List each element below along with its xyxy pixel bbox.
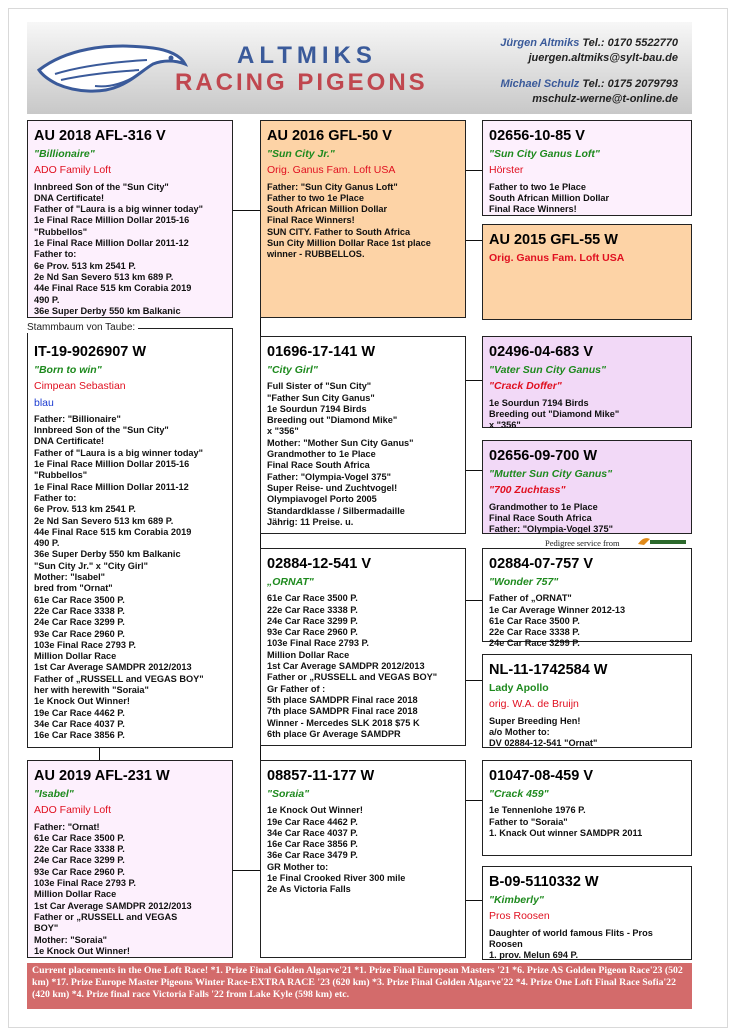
desc-line: Mother: "Mother Sun City Ganus" <box>267 437 414 448</box>
connector-line <box>466 680 482 681</box>
pigeon-name: "Crack 459" <box>489 788 549 800</box>
sire-dam-sire-card[interactable] <box>482 336 692 431</box>
desc-line: GR Mother to: <box>267 861 329 872</box>
owner-name: Orig. Ganus Fam. Loft USA <box>489 252 625 264</box>
desc-line: 34e Car Race 4037 P. <box>267 827 358 838</box>
desc-line: Father of "Laura is a big winner today" <box>34 447 204 458</box>
desc-line: 1e Knock Out Winner! <box>267 805 363 816</box>
ring-number: AU 2016 GFL-50 V <box>267 128 392 144</box>
pigeon-color: blau <box>34 396 54 409</box>
desc-line: Final Race Winners! <box>267 215 355 226</box>
desc-line: Super Breeding Hen! <box>489 715 581 726</box>
connector-line <box>466 240 482 241</box>
desc-line: Million Dollar Race <box>34 889 117 900</box>
desc-line: BOY" <box>34 923 59 934</box>
desc-line: 61e Car Race 3500 P. <box>34 832 125 843</box>
desc-line: 1st Car Average SAMDPR 2012/2013 <box>267 661 425 672</box>
desc-line: 1e Sourdun 7194 Birds <box>489 397 589 408</box>
desc-line: Father: "Olympia-Vogel 375" <box>267 471 391 482</box>
desc-line: 6e Prov. 513 km 2541 P. <box>34 504 136 515</box>
desc-line: Father: "Sun City Ganus Loft" <box>267 181 398 192</box>
desc-line: Father of "Laura is a big winner today" <box>34 204 204 215</box>
desc-line: 24e Car Race 3299 P. <box>34 855 125 866</box>
desc-line: bred from "Ornat" <box>34 583 113 594</box>
description <box>267 381 459 528</box>
pigeon-name: "Born to win" <box>34 364 102 376</box>
ring-number: AU 2015 GFL-55 W <box>489 232 618 248</box>
desc-line: Father of „ORNAT" <box>489 593 572 604</box>
desc-line: 1st Car Average SAMDPR 2012/2013 <box>34 900 192 911</box>
desc-line: Roosen <box>489 938 523 949</box>
desc-line: 24e Car Race 3299 P. <box>34 617 125 628</box>
desc-line: 1e Final Race Million Dollar 2015-16 <box>34 215 190 226</box>
desc-line: 1. Knack Out winner SAMDPR 2011 <box>489 827 643 838</box>
desc-line: 22e Car Race 3338 P. <box>34 605 125 616</box>
desc-line: 1e Final Crooked River 300 mile <box>267 873 406 884</box>
desc-line: DNA Certificate! <box>34 436 105 447</box>
contact-email[interactable]: juergen.altmiks@sylt-bau.de <box>528 52 678 64</box>
desc-line: 1e Final Race Million Dollar 2011-12 <box>34 238 189 249</box>
connector-line <box>466 170 482 171</box>
pigeon-name: Lady Apollo <box>489 682 549 694</box>
dam-dam-dam-card[interactable] <box>482 866 692 960</box>
pigeon-nickname: "Crack Doffer" <box>489 380 562 393</box>
pigeon-name: "Soraia" <box>267 788 310 800</box>
description <box>489 928 685 962</box>
desc-line: Father: "Billionaire" <box>34 413 121 424</box>
desc-line: 1e Knock Out Winner! <box>34 945 130 956</box>
sire-card[interactable] <box>27 120 233 318</box>
desc-line: 93e Car Race 2960 P. <box>34 628 125 639</box>
desc-line: Innbreed Son of the "Sun City" <box>34 181 169 192</box>
desc-line: DV 02884-12-541 "Ornat" <box>489 738 598 749</box>
desc-line: a/o Mother to: <box>489 726 550 737</box>
desc-line: 1e Knock Out Winner! <box>34 696 130 707</box>
desc-line: 61e Car Race 3500 P. <box>489 615 580 626</box>
brand-subtitle: RACING PIGEONS <box>175 69 428 96</box>
owner-name: Cimpean Sebastian <box>34 380 126 393</box>
desc-line: Father: "Ornat! <box>34 821 100 832</box>
desc-line: 1. prov. Melun 694 P. <box>489 950 579 961</box>
contact-tel: Tel.: 0170 5522770 <box>582 37 678 49</box>
desc-line: 490 P. <box>34 294 60 305</box>
pedigree-service-logo-icon <box>636 535 688 547</box>
ring-number: IT-19-9026907 W <box>34 344 147 360</box>
ring-number: 01696-17-141 W <box>267 344 376 360</box>
desc-line: 490 P. <box>34 538 60 549</box>
ring-number: 08857-11-177 W <box>267 768 375 784</box>
sire-dam-card[interactable] <box>260 336 466 534</box>
desc-line: Father to: <box>34 492 77 503</box>
desc-line: 19e Car Race 4462 P. <box>34 707 125 718</box>
description <box>267 805 459 895</box>
description <box>489 182 685 216</box>
desc-line: 22e Car Race 3338 P. <box>267 604 358 615</box>
dam-sire-sire-card[interactable] <box>482 548 692 649</box>
description <box>267 593 459 740</box>
dam-dam-card[interactable] <box>260 760 466 958</box>
desc-line: Father to two 1e Place <box>489 181 587 192</box>
description <box>34 414 226 742</box>
owner-name: Hörster <box>489 164 524 177</box>
desc-line: "Rubbellos" <box>34 226 88 237</box>
desc-line: Jährig: 11 Preise. u. <box>267 516 354 527</box>
desc-line: DNA Certificate! <box>34 192 105 203</box>
desc-line: 44e Final Race 515 km Corabia 2019 <box>34 526 192 537</box>
owner-name: ADO Family Loft <box>34 164 112 177</box>
desc-line: 2e Nd San Severo 513 km 689 P. <box>34 515 174 526</box>
sire-dam-dam-card[interactable] <box>482 440 692 534</box>
contact-2 <box>500 77 678 107</box>
desc-line: 1e Sourdun 7194 Birds <box>267 403 367 414</box>
desc-line: 6e Prov. 513 km 2541 P. <box>34 260 136 271</box>
desc-line: her with herewith "Soraia" <box>34 685 149 696</box>
desc-line: South African Million Dollar <box>489 192 610 203</box>
desc-line: Grandmother to 1e Place <box>267 449 376 460</box>
desc-line: 24e Car Race 3299 P. <box>267 615 358 626</box>
desc-line: Winner - Mercedes SLK 2018 $75 K <box>267 717 420 728</box>
pedigree-service-credit: Pedigree service from <box>545 538 620 548</box>
desc-line: 61e Car Race 3500 P. <box>34 594 125 605</box>
dam-card[interactable] <box>27 760 233 958</box>
desc-line: 103e Final Race 2793 P. <box>267 638 369 649</box>
sire-sire-card[interactable] <box>260 120 466 318</box>
pedigree-legend: Stammbaum von Taube: <box>24 322 138 333</box>
desc-line: Mother: "Soraia" <box>34 934 108 945</box>
sire-sire-sire-card[interactable] <box>482 120 692 216</box>
description <box>489 716 685 750</box>
desc-line: 1e Final Race Million Dollar 2011-12 <box>34 481 189 492</box>
desc-line: 16e Car Race 3856 P. <box>267 839 358 850</box>
desc-line: Sun City Million Dollar Race 1st place <box>267 238 431 249</box>
desc-line: 2e As Victoria Falls <box>267 884 351 895</box>
desc-line: 7th place SAMDPR Final race 2018 <box>267 706 418 717</box>
desc-line: 103e Final Race 2793 P. <box>34 639 136 650</box>
desc-line: 1e Final Race Million Dollar 2015-16 <box>34 459 190 470</box>
desc-line: 93e Car Race 2960 P. <box>34 866 125 877</box>
desc-line: winner - RUBBELLOS. <box>267 249 365 260</box>
desc-line: x "356" <box>267 426 299 437</box>
desc-line: 44e Final Race 515 km Corabia 2019 <box>34 283 192 294</box>
header-banner <box>27 22 692 114</box>
subject-card[interactable] <box>27 328 233 748</box>
brand-title: ALTMIKS <box>237 42 377 69</box>
desc-line: Million Dollar Race <box>34 651 117 662</box>
contact-email[interactable]: mschulz-werne@t-online.de <box>532 93 678 105</box>
pigeon-name: "Wonder 757" <box>489 576 559 588</box>
desc-line: Final Race South Africa <box>489 512 592 523</box>
pigeon-logo-icon <box>35 30 195 108</box>
pigeon-name: "Billionaire" <box>34 148 95 160</box>
ring-number: AU 2019 AFL-231 W <box>34 768 170 784</box>
desc-line: 36e Super Derby 550 km Balkanic <box>34 305 181 316</box>
pigeon-name: "Mutter Sun City Ganus" <box>489 468 613 480</box>
desc-line: Father or „RUSSELL and VEGAS <box>34 911 178 922</box>
desc-line: Father to "Soraia" <box>489 816 568 827</box>
pigeon-nickname: "700 Zuchtass" <box>489 484 566 497</box>
dam-dam-sire-card[interactable] <box>482 760 692 856</box>
ring-number: NL-11-1742584 W <box>489 662 608 678</box>
desc-line: 36e Super Derby 550 km Balkanic <box>34 549 181 560</box>
ring-number: 02884-07-757 V <box>489 556 593 572</box>
desc-line: Final Race South Africa <box>267 460 370 471</box>
desc-line: Father of „RUSSELL and VEGAS BOY" <box>34 673 204 684</box>
owner-name: ADO Family Loft <box>34 804 112 817</box>
owner-name: orig. W.A. de Bruijn <box>489 698 579 711</box>
desc-line: "Rubbellos" <box>34 470 88 481</box>
ring-number: B-09-5110332 W <box>489 874 599 890</box>
description <box>34 182 226 318</box>
desc-line: Grandmother to 1e Place <box>489 501 598 512</box>
pigeon-name: "Kimberly" <box>489 894 544 906</box>
contact-name: Michael Schulz <box>500 78 580 90</box>
connector-line <box>232 870 260 871</box>
desc-line: "Father Sun City Ganus" <box>267 392 375 403</box>
owner-name: Orig. Ganus Fam. Loft USA <box>267 164 396 177</box>
desc-line: Breeding out "Diamond Mike" <box>489 408 620 419</box>
description <box>489 593 685 649</box>
connector-line <box>466 900 482 901</box>
desc-line: 36e Car Race 3479 P. <box>267 850 358 861</box>
description <box>489 502 685 536</box>
connector-line <box>466 800 482 801</box>
connector-line <box>232 210 260 211</box>
pigeon-name: „ORNAT" <box>267 576 314 588</box>
desc-line: 24e Car Race 3299 P. <box>489 638 580 649</box>
results-footer: Current placements in the One Loft Race! *1. Prize Final Golden Algarve'21 *1. Prize Final European Masters '21 *6. Prize AS Golden Pigeon Race'23 (502 km) *17. Prize Europe Master Pigeons Winter Race-EXTRA RACE '23 (620 km) *3. Prize Final Golden Algarve'22 *4. Prize One Loft Final Race Sofia'22 (420 km) *4. Prize final race Victoria Falls '22 from Lake Kyle (598 km) etc. <box>27 963 692 1009</box>
desc-line: 19e Car Race 4462 P. <box>267 816 358 827</box>
ring-number: 02884-12-541 V <box>267 556 371 572</box>
connector-line <box>466 600 482 601</box>
pigeon-name: "Isabel" <box>34 788 74 800</box>
desc-line: 1e Tennenlohe 1976 P. <box>489 805 586 816</box>
description <box>267 182 459 261</box>
desc-line: Olympiavogel Porto 2005 <box>267 494 377 505</box>
desc-line: 22e Car Race 3338 P. <box>34 844 125 855</box>
connector-line <box>466 380 482 381</box>
ring-number: 01047-08-459 V <box>489 768 593 784</box>
owner-name: Pros Roosen <box>489 910 550 923</box>
desc-line: 1st Car Average SAMDPR 2012/2013 <box>34 662 192 673</box>
pigeon-name: "Sun City Jr." <box>267 148 335 160</box>
dam-sire-card[interactable] <box>260 548 466 746</box>
description <box>34 822 226 958</box>
contact-1 <box>500 36 678 66</box>
pigeon-name: "City Girl" <box>267 364 318 376</box>
desc-line: Mother: "Isabel" <box>34 572 105 583</box>
desc-line: Daughter of world famous Flits - Pros <box>489 927 653 938</box>
description <box>489 398 685 432</box>
ring-number: 02656-10-85 V <box>489 128 585 144</box>
desc-line: 5th place SAMDPR Final race 2018 <box>267 694 418 705</box>
desc-line: 34e Car Race 4037 P. <box>34 718 125 729</box>
desc-line: South African Million Dollar <box>267 204 388 215</box>
desc-line: Gr Father of : <box>267 683 326 694</box>
desc-line: Father: "Olympia-Vogel 375" <box>489 524 613 535</box>
ring-number: AU 2018 AFL-316 V <box>34 128 166 144</box>
contact-name: Jürgen Altmiks <box>500 37 580 49</box>
desc-line: "Sun City Jr." x "City Girl" <box>34 560 148 571</box>
contact-tel: Tel.: 0175 2079793 <box>582 78 678 90</box>
desc-line: Standardklasse / Silbermadaille <box>267 505 405 516</box>
desc-line: Million Dollar Race <box>267 649 350 660</box>
ring-number: 02496-04-683 V <box>489 344 593 360</box>
desc-line: 103e Final Race 2793 P. <box>34 878 136 889</box>
desc-line: x "356" <box>489 420 521 431</box>
desc-line: Innbreed Son of the "Sun City" <box>34 425 169 436</box>
description <box>489 805 685 839</box>
desc-line: Father to: <box>34 249 77 260</box>
desc-line: 22e Car Race 3338 P. <box>489 627 580 638</box>
desc-line: Father to two 1e Place <box>267 192 365 203</box>
desc-line: Breeding out "Diamond Mike" <box>267 415 398 426</box>
desc-line: Full Sister of "Sun City" <box>267 381 372 392</box>
pigeon-name: "Vater Sun City Ganus" <box>489 364 606 376</box>
connector-line <box>466 470 482 471</box>
desc-line: Final Race Winners! <box>489 204 577 215</box>
dam-sire-dam-card[interactable] <box>482 654 692 748</box>
desc-line: 93e Car Race 2960 P. <box>267 627 358 638</box>
desc-line: 2e Nd San Severo 513 km 689 P. <box>34 271 174 282</box>
desc-line: Super Reise- und Zuchtvogel! <box>267 482 398 493</box>
pigeon-name: "Sun City Ganus Loft" <box>489 148 600 160</box>
desc-line: SUN CITY. Father to South Africa <box>267 226 411 237</box>
connector-line <box>99 748 100 760</box>
desc-line: 16e Car Race 3856 P. <box>34 730 125 741</box>
desc-line: 61e Car Race 3500 P. <box>267 593 358 604</box>
desc-line: Father or „RUSSELL and VEGAS BOY" <box>267 672 438 683</box>
sire-sire-dam-card[interactable] <box>482 224 692 320</box>
desc-line: 1e Car Average Winner 2012-13 <box>489 604 626 615</box>
desc-line: 6th place Gr Average SAMDPR <box>267 728 401 739</box>
ring-number: 02656-09-700 W <box>489 448 598 464</box>
